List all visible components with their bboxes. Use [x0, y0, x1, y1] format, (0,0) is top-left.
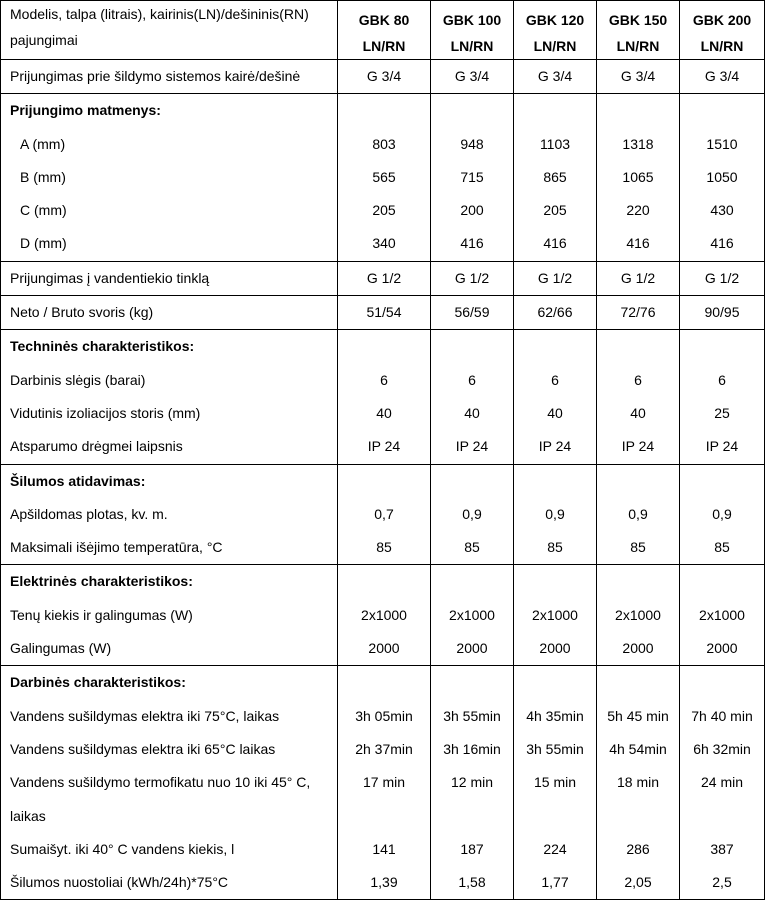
technical-value: 6: [468, 371, 476, 388]
operating-value: 387: [710, 840, 734, 857]
technical-value: 40: [547, 404, 563, 421]
operating-label: Vandens sušildymas elektra iki 65°C laikas: [10, 740, 276, 757]
electrical-value: 2x1000: [449, 606, 495, 623]
dimension-value: 1510: [706, 135, 738, 152]
technical-label: Darbinis slėgis (barai): [10, 371, 146, 388]
operating-value: 15 min: [533, 774, 577, 791]
operating-value: [431, 800, 513, 833]
operating-value: 224: [543, 840, 567, 857]
technical-value: IP 24: [705, 438, 739, 455]
operating-label: Vandens sušildymo termofikatu nuo 10 iki 45° C,: [10, 774, 311, 791]
operating-value: [680, 800, 764, 833]
heating-connection-value: G 3/4: [366, 68, 402, 84]
electrical-value: 2000: [456, 640, 488, 657]
technical-value: IP 24: [538, 438, 572, 455]
operating-value: 2,05: [624, 874, 652, 891]
dimension-value: 948: [460, 135, 484, 152]
operating-value: 3h 05min: [355, 707, 413, 724]
dimension-value: 416: [543, 235, 567, 252]
electrical-value: 2000: [539, 640, 571, 657]
model-header-gbk150: GBK 150 LN/RN: [597, 1, 680, 60]
dimension-label-d: D (mm): [20, 235, 67, 252]
dimension-value: 1050: [706, 168, 738, 185]
dimension-value: 1103: [539, 135, 571, 152]
water-connection-value: G 1/2: [366, 269, 402, 286]
technical-value: 6: [551, 371, 559, 388]
water-connection-value: G 1/2: [704, 269, 740, 286]
operating-value: 12 min: [450, 774, 494, 791]
operating-value: 24 min: [700, 774, 744, 791]
dimension-value: 803: [372, 135, 396, 152]
operating-value: 3h 55min: [526, 740, 584, 757]
electrical-value: 2x1000: [615, 606, 661, 623]
model-header-gbk200: GBK 200 LN/RN: [680, 1, 765, 60]
operating-value: 2h 37min: [355, 740, 413, 757]
heating-connection-value: G 3/4: [537, 68, 573, 84]
dimension-value: 430: [710, 202, 734, 219]
operating-label: Šilumos nuostoliai (kWh/24h)*75°C: [10, 874, 229, 891]
heating-connection-row: [1, 60, 765, 94]
operating-value: 4h 35min: [526, 707, 584, 724]
electrical-value: 2000: [622, 640, 654, 657]
operating-value: [597, 800, 679, 833]
dimensions-block: [1, 94, 765, 261]
dimension-value: 1065: [622, 168, 654, 185]
technical-value: 6: [718, 371, 726, 388]
dimension-value: 220: [626, 202, 650, 219]
dimension-value: 416: [460, 235, 484, 252]
technical-value: 40: [464, 404, 480, 421]
heating-connection-value: G 3/4: [704, 68, 740, 84]
heat-output-value: 0,9: [712, 505, 732, 522]
water-connection-value: G 1/2: [620, 269, 656, 286]
heat-output-value: 85: [714, 539, 730, 556]
operating-value: 3h 16min: [443, 740, 501, 757]
weight-value: 56/59: [454, 304, 490, 321]
technical-value: 25: [714, 404, 730, 421]
technical-block: [1, 330, 765, 464]
header-row: [1, 1, 765, 60]
dimension-value: 715: [460, 168, 484, 185]
operating-value: [338, 800, 430, 833]
model-header-gbk120: GBK 120 LN/RN: [514, 1, 597, 60]
dimension-value: 865: [543, 168, 567, 185]
electrical-value: 2x1000: [699, 606, 745, 623]
dimension-value: 416: [626, 235, 650, 252]
operating-value: 18 min: [616, 774, 660, 791]
operating-value: 17 min: [362, 774, 406, 791]
dimension-value: 205: [543, 202, 567, 219]
model-header-gbk100: GBK 100 LN/RN: [431, 1, 514, 60]
dimension-value: 565: [372, 168, 396, 185]
operating-label: laikas: [10, 807, 46, 824]
technical-value: 6: [634, 371, 642, 388]
weight-value: 51/54: [366, 304, 402, 321]
operating-value: 3h 55min: [443, 707, 501, 724]
operating-value: 7h 40 min: [691, 707, 753, 724]
heat-output-value: 0,9: [462, 505, 482, 522]
technical-title: Techninės charakteristikos:: [10, 338, 195, 355]
water-connection-value: G 1/2: [537, 269, 573, 286]
electrical-value: 2x1000: [361, 606, 407, 623]
dimension-value: 205: [372, 202, 396, 219]
electrical-title: Elektrinės charakteristikos:: [10, 573, 193, 590]
heat-output-block: [1, 464, 765, 565]
operating-value: 187: [460, 840, 484, 857]
technical-value: IP 24: [621, 438, 655, 455]
electrical-value: 2x1000: [532, 606, 578, 623]
technical-value: 40: [630, 404, 646, 421]
weight-value: 62/66: [537, 304, 573, 321]
operating-value: 4h 54min: [609, 740, 667, 757]
technical-value: IP 24: [367, 438, 401, 455]
heat-output-label: Maksimali išėjimo temperatūra, °C: [10, 539, 223, 556]
heat-output-value: 0,7: [374, 505, 394, 522]
operating-value: 5h 45 min: [607, 707, 669, 724]
heating-connection-value: G 3/4: [454, 68, 490, 84]
heat-output-value: 85: [630, 539, 646, 556]
heat-output-value: 85: [547, 539, 563, 556]
heat-output-value: 0,9: [628, 505, 648, 522]
technical-value: 6: [380, 371, 388, 388]
electrical-value: 2000: [368, 640, 400, 657]
technical-value: 40: [376, 404, 392, 421]
operating-value: 286: [626, 840, 650, 857]
model-header-gbk80: GBK 80 LN/RN: [338, 1, 431, 60]
weight-value: 72/76: [620, 304, 656, 321]
operating-block: [1, 666, 765, 900]
technical-label: Atsparumo drėgmei laipsnis: [10, 438, 183, 455]
header-label-line1: Modelis, talpa (litrais), kairinis(LN)/dešininis(RN): [10, 6, 309, 22]
operating-value: 2,5: [712, 874, 732, 891]
electrical-block: [1, 565, 765, 666]
operating-value: 6h 32min: [693, 740, 751, 757]
dimension-label-a: A (mm): [20, 135, 66, 152]
weight-value: 90/95: [704, 304, 740, 321]
heating-connection-label: Prijungimas prie šildymo sistemos kairė/dešinė: [10, 68, 301, 84]
operating-value: 1,39: [370, 874, 398, 891]
dimension-label-c: C (mm): [20, 202, 67, 219]
operating-label: Sumaišyt. iki 40° C vandens kiekis, l: [10, 840, 235, 857]
heat-output-value: 85: [376, 539, 392, 556]
technical-label: Vidutinis izoliacijos storis (mm): [10, 404, 201, 421]
header-label-cell: [1, 1, 338, 60]
operating-value: 1,77: [541, 874, 569, 891]
electrical-label: Tenų kiekis ir galingumas (W): [10, 606, 193, 623]
heat-output-label: Apšildomas plotas, kv. m.: [10, 505, 168, 522]
electrical-label: Galingumas (W): [10, 640, 112, 657]
operating-title: Darbinės charakteristikos:: [10, 674, 186, 691]
weight-row: [1, 296, 765, 330]
operating-label: Vandens sušildymas elektra iki 75°C, laikas: [10, 707, 280, 724]
heating-connection-value: G 3/4: [620, 68, 656, 84]
dimension-value: 416: [710, 235, 734, 252]
dimensions-title: Prijungimo matmenys:: [10, 102, 161, 119]
heat-output-value: 0,9: [545, 505, 565, 522]
weight-label: Neto / Bruto svoris (kg): [10, 304, 154, 321]
dimension-value: 200: [460, 202, 484, 219]
electrical-value: 2000: [706, 640, 738, 657]
operating-value: [514, 800, 596, 833]
water-connection-label: Prijungimas į vandentiekio tinklą: [10, 269, 210, 286]
operating-value: 1,58: [458, 874, 486, 891]
dimension-value: 1318: [622, 135, 654, 152]
header-label-line2: pajungimai: [10, 32, 78, 48]
water-connection-value: G 1/2: [454, 269, 490, 286]
heat-output-title: Šilumos atidavimas:: [10, 472, 146, 489]
technical-value: IP 24: [455, 438, 489, 455]
dimension-value: 340: [372, 235, 396, 252]
water-connection-row: [1, 261, 765, 295]
heat-output-value: 85: [464, 539, 480, 556]
dimension-label-b: B (mm): [20, 168, 66, 185]
operating-value: 141: [372, 840, 396, 857]
